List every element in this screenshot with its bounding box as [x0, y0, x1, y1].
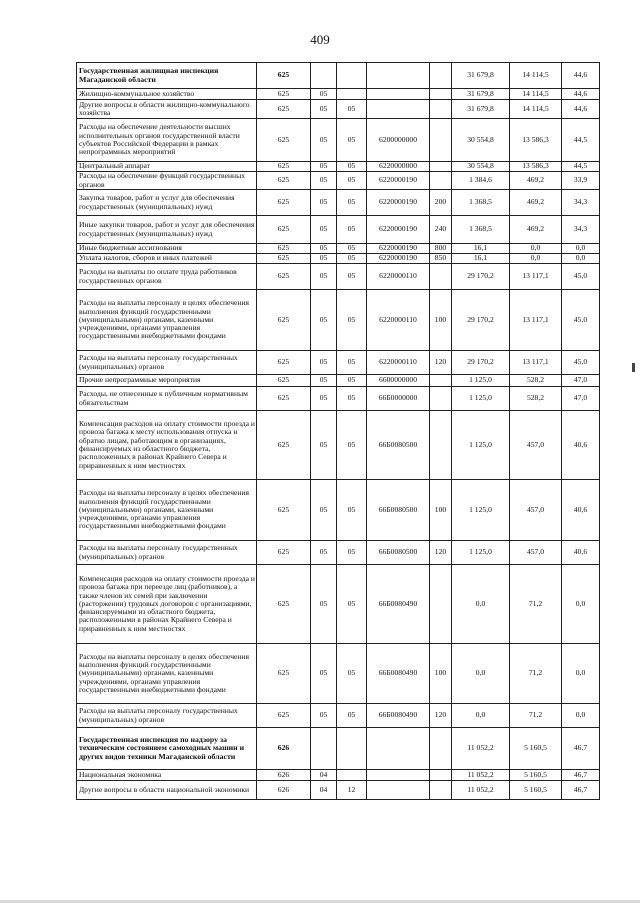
cell-expense-type: 120 [430, 704, 452, 728]
cell-target-article: 6220000110 [367, 351, 430, 375]
cell-expense-type [430, 781, 452, 800]
cell-expense-type: 120 [430, 351, 452, 375]
cell-section: 04 [311, 781, 337, 800]
cell-planned-amount: 1 368,5 [452, 190, 510, 216]
cell-target-article: 66Б0080500 [367, 541, 430, 565]
cell-section: 05 [311, 351, 337, 375]
cell-target-article: 66Б0080500 [367, 480, 430, 541]
cell-department-code: 625 [257, 190, 311, 216]
cell-target-article [367, 63, 430, 89]
cell-subsection: 05 [337, 375, 367, 387]
cell-subsection [337, 63, 367, 89]
cell-section: 05 [311, 375, 337, 387]
table-row [77, 244, 600, 254]
cell-execution-percent: 0,0 [562, 704, 600, 728]
cell-section: 05 [311, 290, 337, 351]
table-row [77, 351, 600, 375]
cell-execution-percent: 46,7 [562, 781, 600, 800]
cell-name: Расходы на выплаты персоналу в целях обеспечения выполнения функций государственными (муниципальными) органами, казенными учреждениями, органами управления государственными внебюджетными фондами [77, 480, 257, 541]
cell-department-code: 625 [257, 704, 311, 728]
cell-execution-percent: 47,0 [562, 387, 600, 411]
cell-planned-amount: 11 052,2 [452, 770, 510, 781]
page-number: 409 [310, 32, 330, 47]
page-bottom-edge [0, 900, 640, 903]
cell-executed-amount: 528,2 [510, 375, 562, 387]
cell-subsection: 05 [337, 100, 367, 119]
cell-section: 05 [311, 411, 337, 480]
cell-department-code: 625 [257, 480, 311, 541]
cell-name: Расходы на выплаты персоналу в целях обеспечения выполнения функций государственными (муниципальными) органами, казенными учреждениями, органами управления государственными внебюджетными фондами [77, 290, 257, 351]
cell-executed-amount: 13 117,1 [510, 264, 562, 290]
cell-planned-amount: 29 170,2 [452, 351, 510, 375]
cell-name: Расходы на обеспечение деятельности высших исполнительных органов государственной власти субъектов Российской Федерации в рамках непрограммных мероприятий [77, 119, 257, 162]
table-row [77, 100, 600, 119]
cell-expense-type: 100 [430, 480, 452, 541]
cell-executed-amount: 71,2 [510, 565, 562, 644]
cell-planned-amount: 30 554,8 [452, 162, 510, 172]
table-row [77, 770, 600, 781]
cell-executed-amount: 14 114,5 [510, 63, 562, 89]
cell-expense-type: 120 [430, 541, 452, 565]
cell-section: 05 [311, 190, 337, 216]
cell-execution-percent: 44,6 [562, 100, 600, 119]
cell-subsection: 05 [337, 290, 367, 351]
cell-execution-percent: 0,0 [562, 254, 600, 264]
cell-target-article: 6220000110 [367, 290, 430, 351]
cell-planned-amount: 11 052,2 [452, 728, 510, 770]
cell-target-article: 66Б0080490 [367, 704, 430, 728]
cell-name: Компенсация расходов на оплату стоимости проезда и провоза багажа при переезде лиц (работников), а также членов их семей при заключении (расторжении) трудовых договоров с организациями, финансируемыми из областного бюджета, расположенными в районах Крайнего Севера и приравненных к ним местностях [77, 565, 257, 644]
cell-expense-type [430, 411, 452, 480]
cell-planned-amount: 16,1 [452, 254, 510, 264]
cell-planned-amount: 29 170,2 [452, 290, 510, 351]
cell-name: Расходы на выплаты по оплате труда работников государственных органов [77, 264, 257, 290]
cell-department-code: 626 [257, 781, 311, 800]
table-row [77, 216, 600, 244]
table-row [77, 190, 600, 216]
cell-department-code: 625 [257, 162, 311, 172]
cell-expense-type [430, 100, 452, 119]
cell-subsection: 05 [337, 565, 367, 644]
cell-department-code: 625 [257, 387, 311, 411]
cell-expense-type [430, 387, 452, 411]
cell-executed-amount: 469,2 [510, 216, 562, 244]
cell-subsection: 05 [337, 254, 367, 264]
cell-execution-percent: 0,0 [562, 565, 600, 644]
cell-section: 05 [311, 244, 337, 254]
cell-planned-amount: 31 679,8 [452, 100, 510, 119]
cell-planned-amount: 31 679,8 [452, 63, 510, 89]
cell-executed-amount: 13 586,3 [510, 119, 562, 162]
cell-planned-amount: 0,0 [452, 704, 510, 728]
table-row [77, 565, 600, 644]
cell-executed-amount: 5 160,5 [510, 728, 562, 770]
cell-subsection: 05 [337, 704, 367, 728]
cell-planned-amount: 0,0 [452, 644, 510, 704]
cell-name: Расходы, не отнесенные к публичным нормативным обязательствам [77, 387, 257, 411]
table-row [77, 704, 600, 728]
cell-subsection: 05 [337, 190, 367, 216]
cell-planned-amount: 1 368,5 [452, 216, 510, 244]
cell-execution-percent: 44,6 [562, 89, 600, 100]
cell-planned-amount: 30 554,8 [452, 119, 510, 162]
table-row [77, 290, 600, 351]
cell-target-article: 6220000110 [367, 264, 430, 290]
cell-expense-type [430, 770, 452, 781]
cell-name: Расходы на выплаты персоналу государственных (муниципальных) органов [77, 351, 257, 375]
cell-name: Закупка товаров, работ и услуг для обеспечения государственных (муниципальных) нужд [77, 190, 257, 216]
cell-execution-percent: 40,6 [562, 541, 600, 565]
cell-target-article: 66Б0000000 [367, 387, 430, 411]
table-row [77, 162, 600, 172]
cell-execution-percent: 0,0 [562, 644, 600, 704]
cell-name: Расходы на выплаты персоналу государственных (муниципальных) органов [77, 704, 257, 728]
cell-target-article [367, 728, 430, 770]
cell-section: 05 [311, 480, 337, 541]
cell-name: Расходы на выплаты персоналу государственных (муниципальных) органов [77, 541, 257, 565]
cell-expense-type [430, 565, 452, 644]
table-row [77, 387, 600, 411]
cell-name: Иные бюджетные ассигнования [77, 244, 257, 254]
table-row [77, 172, 600, 190]
cell-planned-amount: 29 170,2 [452, 264, 510, 290]
table-row [77, 63, 600, 89]
cell-execution-percent: 40,6 [562, 411, 600, 480]
cell-expense-type [430, 264, 452, 290]
cell-expense-type: 240 [430, 216, 452, 244]
cell-subsection [337, 770, 367, 781]
table-row [77, 264, 600, 290]
cell-department-code: 625 [257, 375, 311, 387]
cell-subsection: 05 [337, 644, 367, 704]
scan-mark [632, 363, 635, 372]
table-row [77, 728, 600, 770]
cell-planned-amount: 11 052,2 [452, 781, 510, 800]
cell-name: Жилищно-коммунальное хозяйство [77, 89, 257, 100]
cell-subsection: 05 [337, 411, 367, 480]
cell-executed-amount: 13 117,1 [510, 290, 562, 351]
cell-target-article [367, 770, 430, 781]
cell-section [311, 728, 337, 770]
cell-execution-percent: 34,3 [562, 190, 600, 216]
cell-name: Расходы на обеспечение функций государственных органов [77, 172, 257, 190]
cell-department-code: 625 [257, 644, 311, 704]
cell-expense-type: 200 [430, 190, 452, 216]
cell-target-article: 6220000190 [367, 190, 430, 216]
cell-executed-amount: 13 586,3 [510, 162, 562, 172]
cell-subsection: 05 [337, 480, 367, 541]
cell-target-article [367, 100, 430, 119]
cell-department-code: 625 [257, 541, 311, 565]
cell-subsection: 05 [337, 387, 367, 411]
cell-target-article: 6200000000 [367, 119, 430, 162]
cell-planned-amount: 1 125,0 [452, 375, 510, 387]
budget-table [76, 62, 600, 800]
cell-execution-percent: 0,0 [562, 244, 600, 254]
cell-department-code: 626 [257, 728, 311, 770]
cell-expense-type [430, 63, 452, 89]
cell-section: 05 [311, 89, 337, 100]
cell-expense-type [430, 119, 452, 162]
cell-name: Центральный аппарат [77, 162, 257, 172]
cell-planned-amount: 0,0 [452, 565, 510, 644]
cell-section: 05 [311, 119, 337, 162]
cell-execution-percent: 44,5 [562, 119, 600, 162]
cell-executed-amount: 457,0 [510, 411, 562, 480]
cell-target-article: 6220000190 [367, 254, 430, 264]
cell-target-article: 66Б0080490 [367, 565, 430, 644]
cell-department-code: 625 [257, 351, 311, 375]
table-row [77, 254, 600, 264]
cell-target-article: 6220000190 [367, 216, 430, 244]
cell-target-article: 6220000190 [367, 244, 430, 254]
cell-executed-amount: 14 114,5 [510, 89, 562, 100]
cell-executed-amount: 5 160,5 [510, 770, 562, 781]
cell-planned-amount: 1 384,6 [452, 172, 510, 190]
cell-section: 04 [311, 770, 337, 781]
cell-section: 05 [311, 172, 337, 190]
cell-department-code: 626 [257, 770, 311, 781]
cell-executed-amount: 14 114,5 [510, 100, 562, 119]
cell-planned-amount: 1 125,0 [452, 541, 510, 565]
cell-expense-type [430, 375, 452, 387]
table-row [77, 541, 600, 565]
cell-execution-percent: 33,9 [562, 172, 600, 190]
cell-execution-percent: 46,7 [562, 728, 600, 770]
cell-execution-percent: 34,3 [562, 216, 600, 244]
cell-executed-amount: 0,0 [510, 244, 562, 254]
table-row [77, 89, 600, 100]
cell-section: 05 [311, 254, 337, 264]
cell-name: Расходы на выплаты персоналу в целях обеспечения выполнения функций государственными (муниципальными) органами, казенными учреждениями, органами управления государственными внебюджетными фондами [77, 644, 257, 704]
cell-target-article [367, 89, 430, 100]
cell-name: Иные закупки товаров, работ и услуг для обеспечения государственных (муниципальных) нужд [77, 216, 257, 244]
cell-subsection [337, 89, 367, 100]
cell-executed-amount: 13 117,1 [510, 351, 562, 375]
cell-executed-amount: 71,2 [510, 644, 562, 704]
cell-name: Уплата налогов, сборов и иных платежей [77, 254, 257, 264]
budget-table-body [77, 63, 600, 800]
cell-executed-amount: 5 160,5 [510, 781, 562, 800]
cell-target-article: 66Б0080490 [367, 644, 430, 704]
cell-executed-amount: 457,0 [510, 480, 562, 541]
cell-section: 05 [311, 644, 337, 704]
cell-executed-amount: 469,2 [510, 190, 562, 216]
cell-name: Компенсация расходов на оплату стоимости проезда и провоза багажа к месту использования отпуска и обратно лицам, работающим в организациях, финансируемых из областного бюджета, расположенных в районах Крайнего Севера и приравненных к ним местностях [77, 411, 257, 480]
cell-expense-type: 100 [430, 644, 452, 704]
cell-planned-amount: 31 679,8 [452, 89, 510, 100]
cell-execution-percent: 45,0 [562, 351, 600, 375]
cell-section: 05 [311, 162, 337, 172]
table-row [77, 644, 600, 704]
cell-planned-amount: 16,1 [452, 244, 510, 254]
cell-execution-percent: 40,6 [562, 480, 600, 541]
table-row [77, 781, 600, 800]
cell-planned-amount: 1 125,0 [452, 480, 510, 541]
cell-executed-amount: 457,0 [510, 541, 562, 565]
table-row [77, 411, 600, 480]
cell-subsection: 12 [337, 781, 367, 800]
cell-expense-type [430, 162, 452, 172]
cell-section: 05 [311, 216, 337, 244]
cell-execution-percent: 44,6 [562, 63, 600, 89]
cell-subsection: 05 [337, 162, 367, 172]
cell-department-code: 625 [257, 100, 311, 119]
cell-execution-percent: 47,0 [562, 375, 600, 387]
cell-section [311, 63, 337, 89]
cell-department-code: 625 [257, 244, 311, 254]
cell-section: 05 [311, 565, 337, 644]
cell-section: 05 [311, 541, 337, 565]
cell-target-article [367, 781, 430, 800]
cell-department-code: 625 [257, 411, 311, 480]
cell-subsection: 05 [337, 216, 367, 244]
table-row [77, 119, 600, 162]
cell-expense-type: 800 [430, 244, 452, 254]
table-row [77, 480, 600, 541]
cell-expense-type: 100 [430, 290, 452, 351]
cell-department-code: 625 [257, 216, 311, 244]
cell-subsection: 05 [337, 541, 367, 565]
cell-department-code: 625 [257, 63, 311, 89]
cell-executed-amount: 469,2 [510, 172, 562, 190]
cell-subsection: 05 [337, 244, 367, 254]
cell-executed-amount: 0,0 [510, 254, 562, 264]
cell-planned-amount: 1 125,0 [452, 387, 510, 411]
cell-name: Государственная жилищная инспекция Магаданской области [77, 63, 257, 89]
cell-expense-type: 850 [430, 254, 452, 264]
cell-planned-amount: 1 125,0 [452, 411, 510, 480]
cell-name: Государственная инспекция по надзору за техническим состоянием самоходных машин и других видов техники Магаданской области [77, 728, 257, 770]
cell-target-article: 66Б0080500 [367, 411, 430, 480]
cell-department-code: 625 [257, 565, 311, 644]
cell-department-code: 625 [257, 264, 311, 290]
cell-execution-percent: 45,0 [562, 290, 600, 351]
cell-name: Национальная экономика [77, 770, 257, 781]
cell-name: Другие вопросы в области национальной экономики [77, 781, 257, 800]
cell-execution-percent: 46,7 [562, 770, 600, 781]
cell-section: 05 [311, 704, 337, 728]
cell-department-code: 625 [257, 254, 311, 264]
cell-name: Другие вопросы в области жилищно-коммунального хозяйства [77, 100, 257, 119]
cell-target-article: 6220000190 [367, 172, 430, 190]
cell-subsection: 05 [337, 172, 367, 190]
cell-section: 05 [311, 100, 337, 119]
cell-subsection: 05 [337, 351, 367, 375]
cell-section: 05 [311, 264, 337, 290]
cell-subsection [337, 728, 367, 770]
cell-target-article: 6600000000 [367, 375, 430, 387]
cell-subsection: 05 [337, 264, 367, 290]
cell-expense-type [430, 89, 452, 100]
cell-target-article: 6220000000 [367, 162, 430, 172]
cell-expense-type [430, 728, 452, 770]
cell-department-code: 625 [257, 119, 311, 162]
cell-execution-percent: 44,5 [562, 162, 600, 172]
cell-department-code: 625 [257, 172, 311, 190]
cell-executed-amount: 528,2 [510, 387, 562, 411]
cell-name: Прочие непрограммные мероприятия [77, 375, 257, 387]
cell-department-code: 625 [257, 290, 311, 351]
cell-executed-amount: 71,2 [510, 704, 562, 728]
cell-subsection: 05 [337, 119, 367, 162]
cell-department-code: 625 [257, 89, 311, 100]
cell-expense-type [430, 172, 452, 190]
table-row [77, 375, 600, 387]
cell-execution-percent: 45,0 [562, 264, 600, 290]
cell-section: 05 [311, 387, 337, 411]
